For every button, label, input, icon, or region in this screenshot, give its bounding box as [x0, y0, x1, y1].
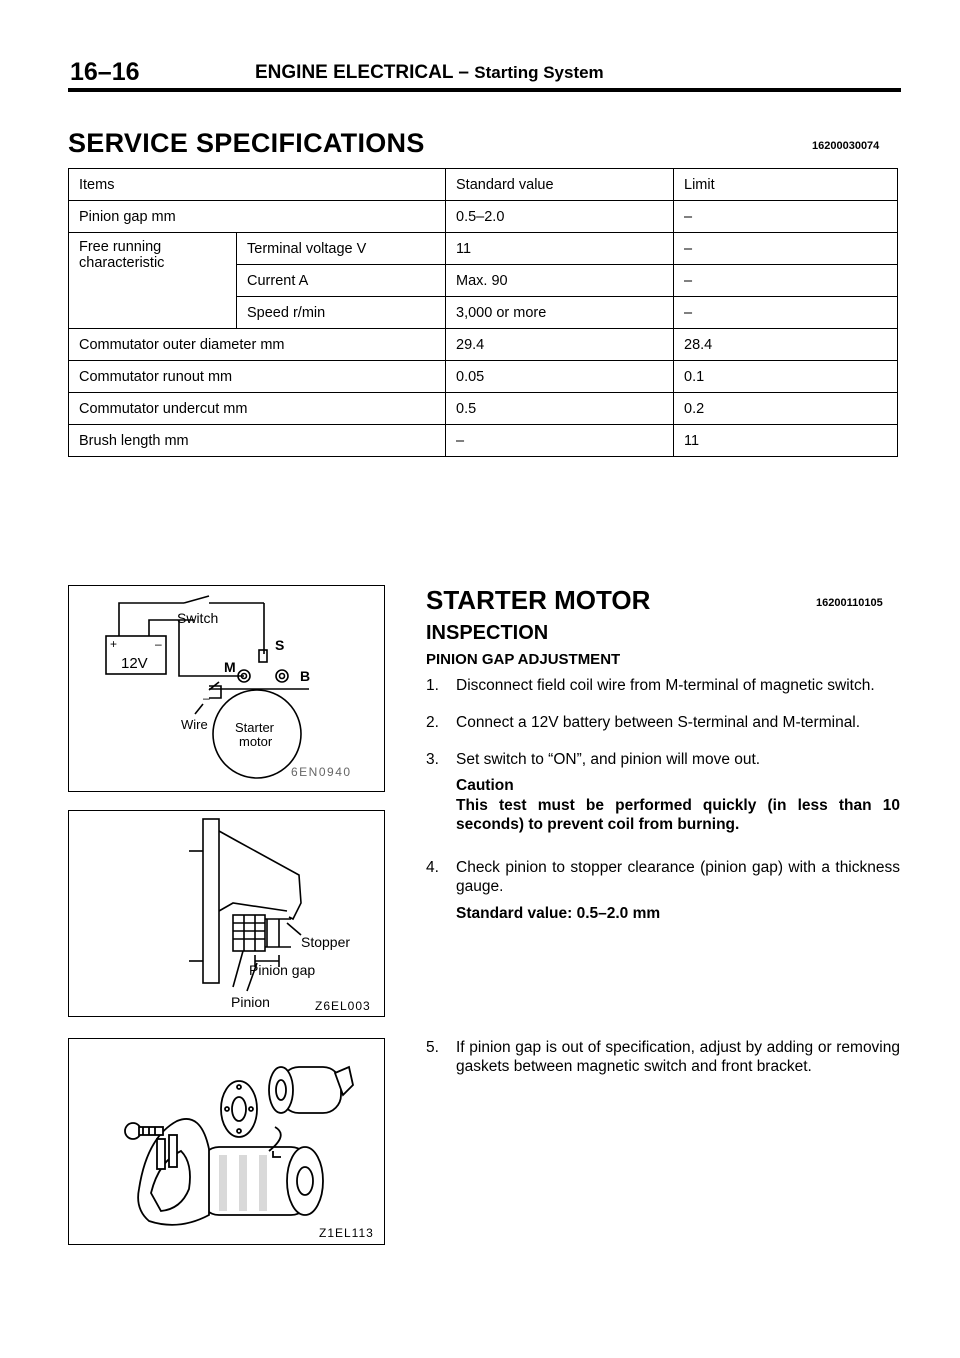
cell-standard: 11: [446, 233, 674, 265]
battery-voltage-label: 12V: [121, 655, 148, 672]
step-number: 3.: [426, 751, 439, 768]
cell-item: Terminal voltage V: [237, 233, 446, 265]
inspection-heading: INSPECTION: [426, 622, 549, 644]
caution-block: [426, 776, 900, 795]
cell-item: Commutator runout mm: [69, 361, 446, 393]
wiring-diagram-figure: [68, 585, 385, 792]
battery-plus-label: +: [110, 637, 118, 651]
battery-minus-label: –: [155, 637, 162, 651]
table-row: [69, 233, 898, 265]
pinion-label: Pinion: [231, 994, 270, 1010]
section-title: ENGINE ELECTRICAL –: [255, 62, 469, 83]
step-text: If pinion gap is out of specification, adjust by adding or removing gaskets between magnetic switch and front bracket.: [456, 1039, 900, 1075]
stopper-label: Stopper: [301, 934, 351, 950]
step-item: [426, 750, 900, 769]
cell-item: Commutator outer diameter mm: [69, 329, 446, 361]
ground-minus-label: –: [203, 691, 210, 705]
cell-standard: Max. 90: [446, 265, 674, 297]
step-number: 5.: [426, 1039, 439, 1056]
figure-code: Z1EL113: [319, 1226, 374, 1240]
specs-table: [68, 168, 898, 457]
caution-text: This test must be performed quickly (in less than 10 seconds) to prevent coil from burning.: [456, 797, 900, 833]
pinion-gap-adjustment-heading: PINION GAP ADJUSTMENT: [426, 651, 621, 668]
cell-item: Pinion gap mm: [69, 201, 446, 233]
starter-motor-title: STARTER MOTOR: [426, 585, 651, 615]
step-number: 2.: [426, 714, 439, 731]
wire-label: Wire: [181, 717, 208, 732]
step-text: Connect a 12V battery between S-terminal and M-terminal.: [456, 714, 861, 731]
figure-code: Z6EL003: [315, 999, 371, 1013]
subsection-title: Starting System: [474, 63, 604, 82]
table-row: [69, 201, 898, 233]
step-number: 1.: [426, 677, 439, 694]
cell-standard: –: [446, 425, 674, 457]
standard-value-text: Standard value: 0.5–2.0 mm: [456, 905, 661, 922]
header-rule: [68, 88, 901, 92]
cell-group: Free running characteristic: [69, 233, 237, 329]
caution-text-block: [426, 796, 900, 834]
step-item: [426, 858, 900, 896]
cell-item: Commutator undercut mm: [69, 393, 446, 425]
header-cell-items: Items: [69, 169, 446, 201]
cell-limit: –: [674, 201, 898, 233]
cell-limit: –: [674, 233, 898, 265]
terminal-m-label: M: [224, 659, 236, 675]
terminal-b-label: B: [300, 668, 311, 684]
cell-limit: –: [674, 265, 898, 297]
cell-limit: 0.1: [674, 361, 898, 393]
service-specs-title: SERVICE SPECIFICATIONS: [68, 128, 425, 158]
wiring-diagram-svg: [69, 586, 384, 791]
page-number: 16–16: [70, 58, 140, 86]
step-item: [426, 676, 900, 695]
starter-label-line1: Starter: [235, 720, 275, 735]
page-header-title: [255, 62, 604, 84]
header-cell-limit: Limit: [674, 169, 898, 201]
cell-limit: 28.4: [674, 329, 898, 361]
cell-standard: 3,000 or more: [446, 297, 674, 329]
step-text: Disconnect field coil wire from M-terminal of magnetic switch.: [456, 677, 875, 694]
cell-standard: 0.5: [446, 393, 674, 425]
table-header-row: [69, 169, 898, 201]
starter-motor-code: 16200110105: [816, 597, 883, 609]
header-cell-standard: Standard value: [446, 169, 674, 201]
standard-value-block: [426, 904, 900, 923]
table-row: [69, 361, 898, 393]
cell-item: Speed r/min: [237, 297, 446, 329]
cell-limit: 11: [674, 425, 898, 457]
cell-limit: –: [674, 297, 898, 329]
table-row: [69, 425, 898, 457]
starter-motor-illustration: [68, 1038, 385, 1245]
terminal-s-label: S: [275, 637, 285, 653]
caution-label: Caution: [456, 777, 514, 794]
switch-label: Switch: [177, 610, 219, 626]
table-row: [69, 329, 898, 361]
starter-motor-svg: [69, 1039, 384, 1244]
step-item: [426, 713, 900, 732]
pinion-gap-label: Pinion gap: [249, 962, 316, 978]
step-item: [426, 1038, 900, 1076]
table-row: [69, 393, 898, 425]
cell-standard: 0.05: [446, 361, 674, 393]
service-specs-code: 16200030074: [812, 140, 880, 152]
cell-limit: 0.2: [674, 393, 898, 425]
cell-standard: 29.4: [446, 329, 674, 361]
cell-standard: 0.5–2.0: [446, 201, 674, 233]
cell-item: Brush length mm: [69, 425, 446, 457]
step-text: Set switch to “ON”, and pinion will move out.: [456, 751, 761, 768]
figure-code: 6EN0940: [291, 765, 352, 779]
pinion-gap-figure: [68, 810, 385, 1017]
step-text: Check pinion to stopper clearance (pinion gap) with a thickness gauge.: [456, 859, 900, 895]
starter-label-line2: motor: [239, 734, 273, 749]
cell-item: Current A: [237, 265, 446, 297]
step-number: 4.: [426, 859, 439, 876]
pinion-gap-svg: [69, 811, 384, 1016]
